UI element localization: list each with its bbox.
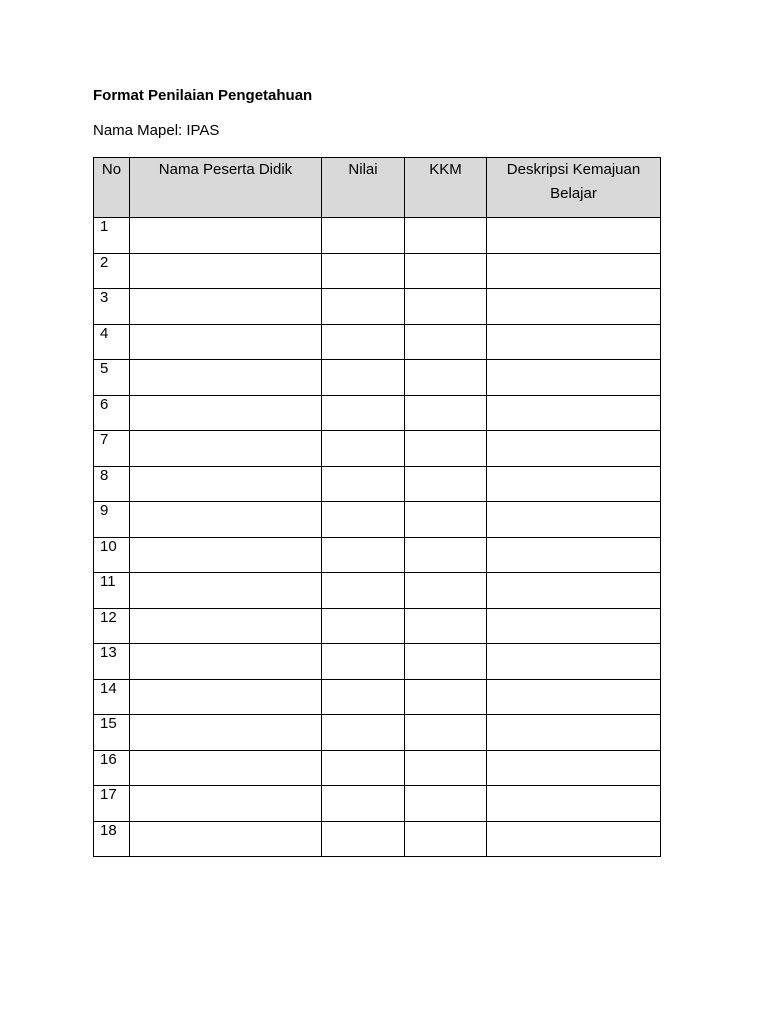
cell-kkm[interactable]: [405, 644, 487, 680]
cell-nilai[interactable]: [322, 395, 405, 431]
cell-nilai[interactable]: [322, 715, 405, 751]
table-row: [94, 395, 661, 431]
cell-deskripsi[interactable]: [487, 324, 661, 360]
cell-nilai[interactable]: [322, 608, 405, 644]
cell-kkm[interactable]: [405, 715, 487, 751]
table-row: [94, 644, 661, 680]
cell-no: 6: [94, 395, 130, 431]
header-no: No: [94, 158, 130, 218]
header-nama-peserta-didik: Nama Peserta Didik: [130, 158, 322, 218]
cell-no: 4: [94, 324, 130, 360]
table-row: [94, 715, 661, 751]
cell-nilai[interactable]: [322, 750, 405, 786]
header-kkm: KKM: [405, 158, 487, 218]
cell-kkm[interactable]: [405, 466, 487, 502]
cell-kkm[interactable]: [405, 395, 487, 431]
cell-no: 1: [94, 218, 130, 254]
cell-nilai[interactable]: [322, 253, 405, 289]
cell-nilai[interactable]: [322, 502, 405, 538]
cell-kkm[interactable]: [405, 750, 487, 786]
cell-kkm[interactable]: [405, 679, 487, 715]
table-row: [94, 573, 661, 609]
table-body: [94, 218, 661, 857]
cell-kkm[interactable]: [405, 821, 487, 857]
cell-no: 14: [94, 679, 130, 715]
cell-nama-peserta-didik[interactable]: [130, 573, 322, 609]
cell-nama-peserta-didik[interactable]: [130, 289, 322, 325]
grade-table: [93, 157, 661, 857]
cell-nilai[interactable]: [322, 218, 405, 254]
document-title: Format Penilaian Pengetahuan: [93, 87, 313, 104]
cell-deskripsi[interactable]: [487, 289, 661, 325]
cell-nilai[interactable]: [322, 537, 405, 573]
cell-kkm[interactable]: [405, 573, 487, 609]
cell-deskripsi[interactable]: [487, 821, 661, 857]
cell-nama-peserta-didik[interactable]: [130, 431, 322, 467]
table-row: [94, 608, 661, 644]
cell-nama-peserta-didik[interactable]: [130, 821, 322, 857]
cell-no: 3: [94, 289, 130, 325]
table-row: [94, 253, 661, 289]
cell-kkm[interactable]: [405, 608, 487, 644]
header-nilai: Nilai: [322, 158, 405, 218]
cell-nilai[interactable]: [322, 289, 405, 325]
cell-deskripsi[interactable]: [487, 431, 661, 467]
table-row: [94, 502, 661, 538]
cell-nama-peserta-didik[interactable]: [130, 608, 322, 644]
cell-deskripsi[interactable]: [487, 573, 661, 609]
cell-nama-peserta-didik[interactable]: [130, 644, 322, 680]
cell-no: 12: [94, 608, 130, 644]
cell-deskripsi[interactable]: [487, 253, 661, 289]
table-row: [94, 750, 661, 786]
table-row: [94, 786, 661, 822]
cell-no: 13: [94, 644, 130, 680]
cell-kkm[interactable]: [405, 289, 487, 325]
cell-nama-peserta-didik[interactable]: [130, 679, 322, 715]
cell-deskripsi[interactable]: [487, 608, 661, 644]
table-header-row: [94, 158, 661, 218]
cell-no: 8: [94, 466, 130, 502]
cell-deskripsi[interactable]: [487, 218, 661, 254]
cell-no: 16: [94, 750, 130, 786]
cell-no: 17: [94, 786, 130, 822]
cell-no: 2: [94, 253, 130, 289]
cell-deskripsi[interactable]: [487, 537, 661, 573]
cell-nilai[interactable]: [322, 786, 405, 822]
cell-nilai[interactable]: [322, 679, 405, 715]
cell-no: 5: [94, 360, 130, 396]
cell-deskripsi[interactable]: [487, 750, 661, 786]
cell-kkm[interactable]: [405, 253, 487, 289]
table-row: [94, 324, 661, 360]
cell-nilai[interactable]: [322, 573, 405, 609]
cell-nama-peserta-didik[interactable]: [130, 395, 322, 431]
table-row: [94, 218, 661, 254]
table-row: [94, 360, 661, 396]
table-row: [94, 821, 661, 857]
cell-nama-peserta-didik[interactable]: [130, 324, 322, 360]
cell-kkm[interactable]: [405, 786, 487, 822]
cell-nilai[interactable]: [322, 431, 405, 467]
table-row: [94, 289, 661, 325]
cell-kkm[interactable]: [405, 218, 487, 254]
cell-nama-peserta-didik[interactable]: [130, 218, 322, 254]
cell-no: 11: [94, 573, 130, 609]
cell-deskripsi[interactable]: [487, 502, 661, 538]
cell-nama-peserta-didik[interactable]: [130, 466, 322, 502]
cell-deskripsi[interactable]: [487, 679, 661, 715]
cell-deskripsi[interactable]: [487, 395, 661, 431]
table-row: [94, 679, 661, 715]
cell-nilai[interactable]: [322, 466, 405, 502]
cell-deskripsi[interactable]: [487, 715, 661, 751]
cell-no: 15: [94, 715, 130, 751]
cell-nama-peserta-didik[interactable]: [130, 786, 322, 822]
cell-nilai[interactable]: [322, 821, 405, 857]
cell-nama-peserta-didik[interactable]: [130, 360, 322, 396]
subject-line: Nama Mapel: IPAS: [93, 122, 220, 139]
cell-no: 9: [94, 502, 130, 538]
cell-nilai[interactable]: [322, 360, 405, 396]
cell-no: 7: [94, 431, 130, 467]
table-row: [94, 537, 661, 573]
cell-deskripsi[interactable]: [487, 644, 661, 680]
cell-nama-peserta-didik[interactable]: [130, 502, 322, 538]
cell-kkm[interactable]: [405, 502, 487, 538]
cell-nama-peserta-didik[interactable]: [130, 537, 322, 573]
cell-deskripsi[interactable]: [487, 786, 661, 822]
table-row: [94, 466, 661, 502]
cell-kkm[interactable]: [405, 537, 487, 573]
cell-deskripsi[interactable]: [487, 360, 661, 396]
cell-no: 18: [94, 821, 130, 857]
cell-nama-peserta-didik[interactable]: [130, 750, 322, 786]
cell-deskripsi[interactable]: [487, 466, 661, 502]
cell-no: 10: [94, 537, 130, 573]
cell-kkm[interactable]: [405, 360, 487, 396]
cell-nilai[interactable]: [322, 324, 405, 360]
header-deskripsi-kemajuan-belajar: Deskripsi Kemajuan Belajar: [487, 158, 661, 218]
cell-nama-peserta-didik[interactable]: [130, 715, 322, 751]
cell-kkm[interactable]: [405, 431, 487, 467]
cell-nama-peserta-didik[interactable]: [130, 253, 322, 289]
table-row: [94, 431, 661, 467]
cell-nilai[interactable]: [322, 644, 405, 680]
cell-kkm[interactable]: [405, 324, 487, 360]
